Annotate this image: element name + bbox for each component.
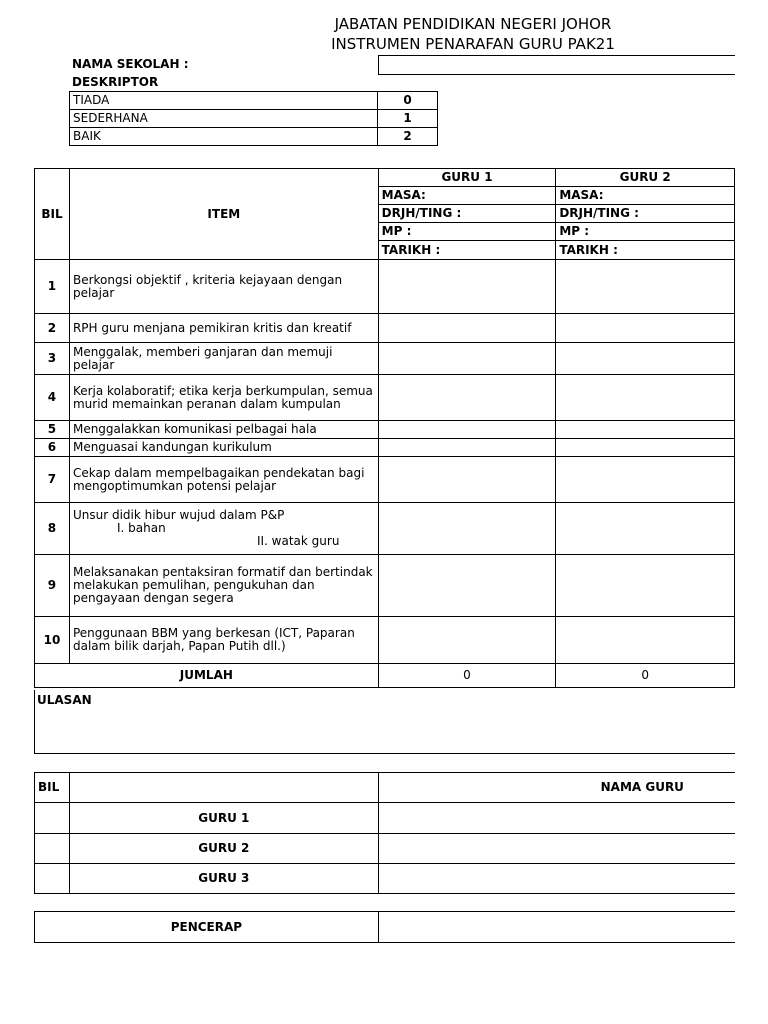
observer-table [34, 911, 735, 943]
guru2-score-cell[interactable] [556, 260, 735, 314]
table-row [35, 864, 736, 894]
table-row [35, 503, 735, 555]
title-line-2: INSTRUMEN PENARAFAN GURU PAK21 [331, 35, 615, 53]
guru2-score-cell[interactable] [556, 503, 735, 555]
evaluation-table [34, 168, 735, 688]
row-item-main: Unsur didik hibur wujud dalam P&P [72, 508, 285, 522]
row-item: Menguasai kandungan kurikulum [69, 439, 378, 457]
guru1-score-cell[interactable] [378, 421, 556, 439]
guru1-tarikh[interactable]: TARIKH : [378, 241, 556, 260]
row-item [69, 503, 378, 555]
guru1-score-cell[interactable] [378, 439, 556, 457]
table-row [35, 375, 735, 421]
teacher-bil-header: BIL [35, 773, 70, 803]
descriptor-label-cell: SEDERHANA [70, 110, 378, 128]
table-row [35, 343, 735, 375]
row-item: Menggalak, memberi ganjaran dan memuji pelajar [69, 343, 378, 375]
descriptor-label: DESKRIPTOR [72, 75, 159, 89]
teacher-bil-cell [35, 834, 70, 864]
guru2-score-cell[interactable] [556, 457, 735, 503]
bil-header: BIL [35, 169, 70, 260]
row-bil: 7 [35, 457, 70, 503]
descriptor-score-cell: 2 [378, 128, 438, 146]
jumlah-guru1: 0 [378, 664, 556, 688]
guru2-score-cell[interactable] [556, 375, 735, 421]
item-header: ITEM [69, 169, 378, 260]
jumlah-guru2: 0 [556, 664, 735, 688]
table-row [35, 457, 735, 503]
row-bil: 3 [35, 343, 70, 375]
teacher-bil-cell [35, 803, 70, 834]
teacher-name-field[interactable] [378, 864, 735, 894]
jumlah-label: JUMLAH [35, 664, 379, 688]
guru2-score-cell[interactable] [556, 439, 735, 457]
row-item-sub2: II. watak guru [256, 534, 340, 548]
teacher-label: GURU 3 [69, 864, 378, 894]
teacher-bil-cell [35, 864, 70, 894]
guru1-score-cell[interactable] [378, 343, 556, 375]
teacher-label: GURU 2 [69, 834, 378, 864]
guru1-score-cell[interactable] [378, 555, 556, 617]
descriptor-row [70, 92, 438, 110]
descriptor-score-cell: 0 [378, 92, 438, 110]
guru1-drjh[interactable]: DRJH/TING : [378, 205, 556, 223]
guru2-mp[interactable]: MP : [556, 223, 735, 241]
title-line-1: JABATAN PENDIDIKAN NEGERI JOHOR [334, 15, 612, 33]
guru1-score-cell[interactable] [378, 314, 556, 343]
descriptor-score-cell: 1 [378, 110, 438, 128]
guru2-drjh[interactable]: DRJH/TING : [556, 205, 735, 223]
guru1-score-cell[interactable] [378, 617, 556, 664]
observer-label: PENCERAP [35, 912, 379, 943]
teacher-blank-header [69, 773, 378, 803]
guru2-header: GURU 2 [556, 169, 735, 187]
descriptor-table [69, 91, 438, 146]
table-row [35, 260, 735, 314]
ulasan-label: ULASAN [37, 693, 92, 707]
descriptor-label-cell: TIADA [70, 92, 378, 110]
total-row [35, 664, 735, 688]
row-bil: 8 [35, 503, 70, 555]
row-item-sub1: I. bahan [116, 521, 166, 535]
guru1-header: GURU 1 [378, 169, 556, 187]
table-row [35, 834, 736, 864]
guru2-score-cell[interactable] [556, 314, 735, 343]
row-bil: 4 [35, 375, 70, 421]
table-row [35, 439, 735, 457]
row-item: RPH guru menjana pemikiran kritis dan kreatif [69, 314, 378, 343]
guru1-score-cell[interactable] [378, 503, 556, 555]
row-item: Berkongsi objektif , kriteria kejayaan dengan pelajar [69, 260, 378, 314]
row-bil: 1 [35, 260, 70, 314]
guru2-score-cell[interactable] [556, 617, 735, 664]
guru2-score-cell[interactable] [556, 421, 735, 439]
row-bil: 9 [35, 555, 70, 617]
observer-name-field[interactable] [378, 912, 735, 943]
guru2-masa[interactable]: MASA: [556, 187, 735, 205]
table-row [35, 421, 735, 439]
teacher-name-field[interactable] [378, 834, 735, 864]
descriptor-label-cell: BAIK [70, 128, 378, 146]
descriptor-row [70, 110, 438, 128]
teacher-label: GURU 1 [69, 803, 378, 834]
row-item: Melaksanakan pentaksiran formatif dan bertindak melakukan pemulihan, pengukuhan dan pengayaan dengan segera [69, 555, 378, 617]
table-row [35, 803, 736, 834]
row-bil: 5 [35, 421, 70, 439]
row-bil: 6 [35, 439, 70, 457]
teacher-name-header: NAMA GURU [378, 773, 735, 803]
teacher-table [34, 772, 735, 894]
school-label: NAMA SEKOLAH : [72, 57, 189, 71]
guru1-mp[interactable]: MP : [378, 223, 556, 241]
row-item: Cekap dalam mempelbagaikan pendekatan bagi mengoptimumkan potensi pelajar [69, 457, 378, 503]
table-row [35, 314, 735, 343]
row-item: Menggalakkan komunikasi pelbagai hala [69, 421, 378, 439]
row-bil: 10 [35, 617, 70, 664]
row-item: Penggunaan BBM yang berkesan (ICT, Paparan dalam bilik darjah, Papan Putih dll.) [69, 617, 378, 664]
teacher-name-field[interactable] [378, 803, 735, 834]
guru2-tarikh[interactable]: TARIKH : [556, 241, 735, 260]
guru2-score-cell[interactable] [556, 343, 735, 375]
table-row [35, 555, 735, 617]
descriptor-row [70, 128, 438, 146]
guru1-masa[interactable]: MASA: [378, 187, 556, 205]
row-bil: 2 [35, 314, 70, 343]
guru1-score-cell[interactable] [378, 457, 556, 503]
guru1-score-cell[interactable] [378, 375, 556, 421]
row-item: Kerja kolaboratif; etika kerja berkumpulan, semua murid memainkan peranan dalam kumpulan [69, 375, 378, 421]
guru1-score-cell[interactable] [378, 260, 556, 314]
guru2-score-cell[interactable] [556, 555, 735, 617]
school-name-field[interactable] [378, 55, 735, 75]
ulasan-box[interactable] [34, 690, 735, 754]
table-row [35, 617, 735, 664]
